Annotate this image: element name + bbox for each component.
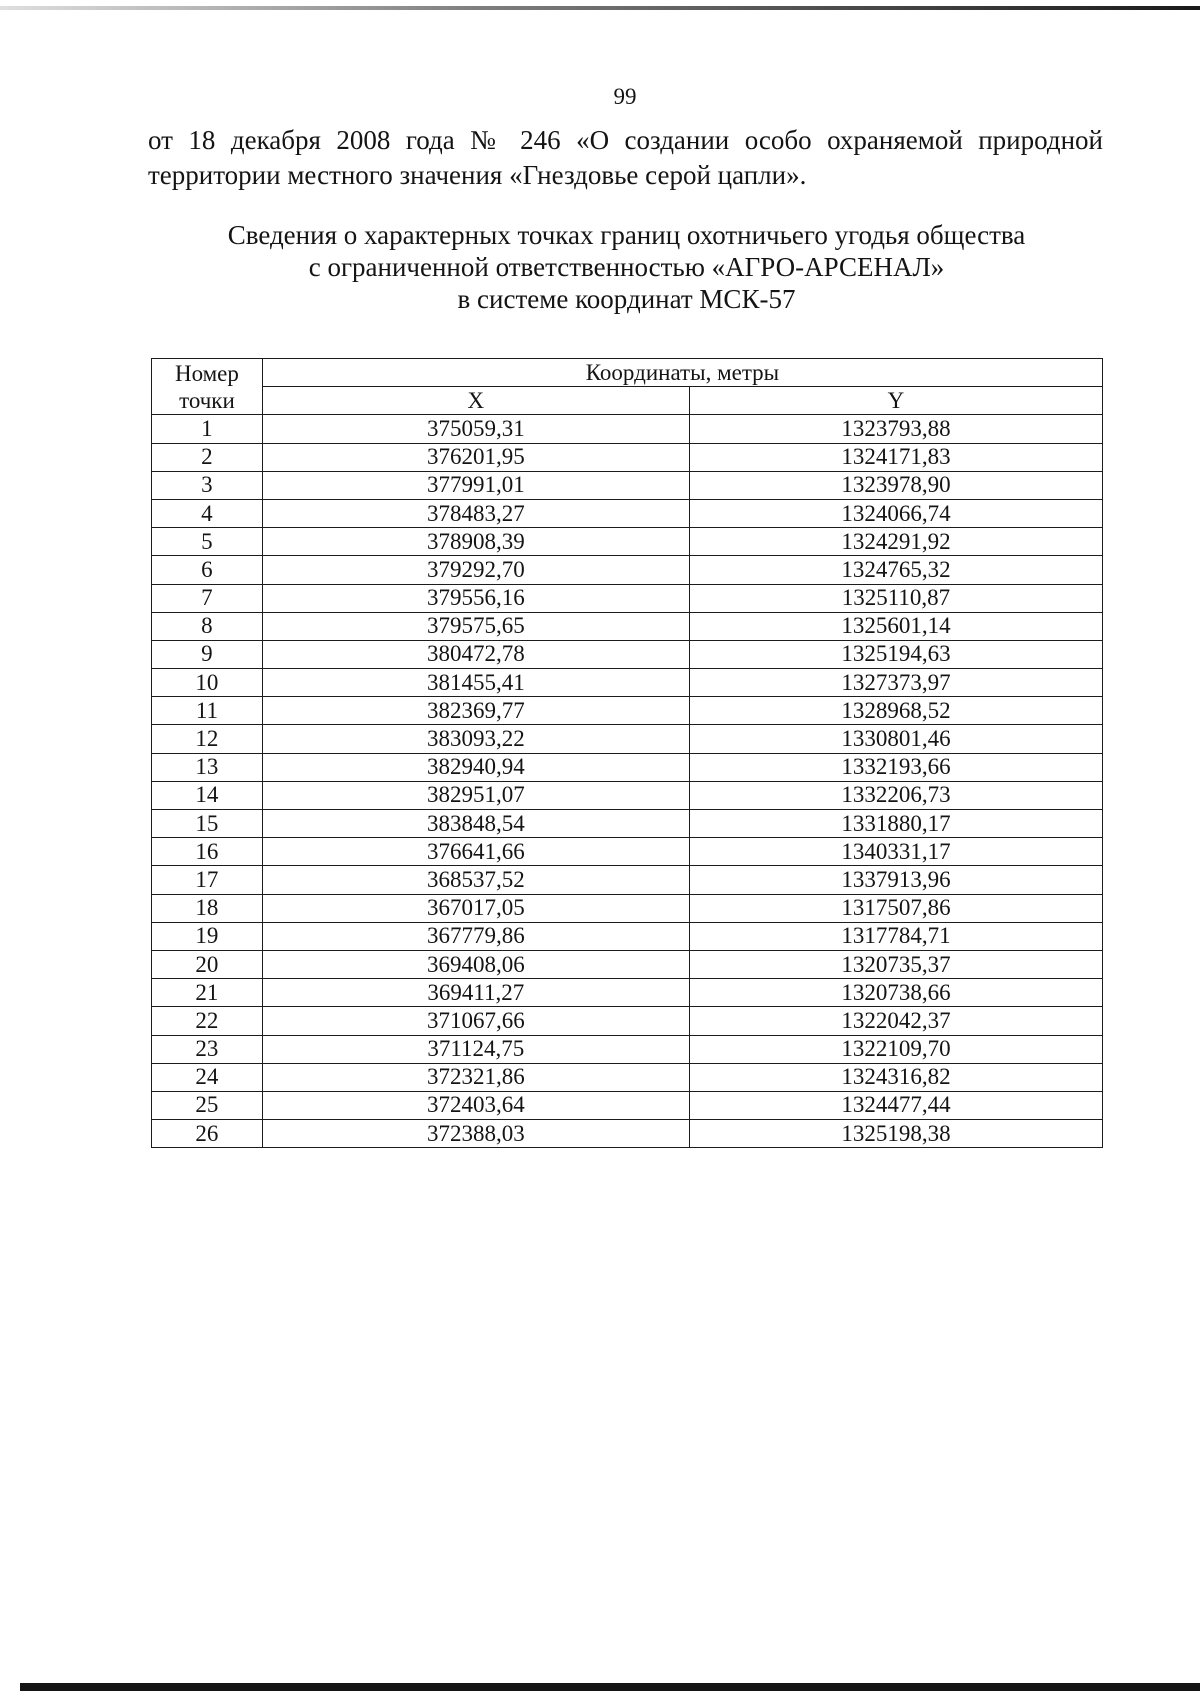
point-number-cell: 16 [152,838,263,866]
header-x: X [262,387,689,415]
table-row [152,584,1103,612]
point-number-cell: 21 [152,979,263,1007]
point-number-cell: 25 [152,1091,263,1119]
point-number-cell: 5 [152,528,263,556]
y-coordinate-cell: 1324066,74 [689,499,1102,527]
y-coordinate-cell: 1320738,66 [689,979,1102,1007]
table-row [152,471,1103,499]
x-coordinate-cell: 380472,78 [262,640,689,668]
point-number-cell: 15 [152,810,263,838]
table-heading [150,219,1103,315]
y-coordinate-cell: 1337913,96 [689,866,1102,894]
x-coordinate-cell: 369408,06 [262,950,689,978]
table-row [152,556,1103,584]
y-coordinate-cell: 1317507,86 [689,894,1102,922]
x-coordinate-cell: 378483,27 [262,499,689,527]
table-row [152,866,1103,894]
x-coordinate-cell: 379556,16 [262,584,689,612]
point-number-cell: 22 [152,1007,263,1035]
table-row [152,1035,1103,1063]
y-coordinate-cell: 1340331,17 [689,838,1102,866]
table-row [152,612,1103,640]
y-coordinate-cell: 1325194,63 [689,640,1102,668]
point-number-cell: 6 [152,556,263,584]
point-number-cell: 23 [152,1035,263,1063]
heading-line-2: с ограниченной ответственностью «АГРО-АРСЕНАЛ» [308,252,945,282]
table-row [152,810,1103,838]
header-point-number-line-1: Номер [174,360,239,386]
point-number-cell: 9 [152,640,263,668]
x-coordinate-cell: 367779,86 [262,922,689,950]
x-coordinate-cell: 367017,05 [262,894,689,922]
x-coordinate-cell: 382951,07 [262,781,689,809]
x-coordinate-cell: 376641,66 [262,838,689,866]
table-row [152,415,1103,443]
x-coordinate-cell: 382369,77 [262,697,689,725]
x-coordinate-cell: 376201,95 [262,443,689,471]
y-coordinate-cell: 1330801,46 [689,725,1102,753]
point-number-cell: 14 [152,781,263,809]
header-point-number [152,359,263,415]
x-coordinate-cell: 378908,39 [262,528,689,556]
y-coordinate-cell: 1328968,52 [689,697,1102,725]
point-number-cell: 19 [152,922,263,950]
coordinates-table [151,358,1103,1148]
y-coordinate-cell: 1320735,37 [689,950,1102,978]
table-row [152,950,1103,978]
table-row [152,697,1103,725]
table-row [152,1091,1103,1119]
x-coordinate-cell: 369411,27 [262,979,689,1007]
point-number-cell: 24 [152,1063,263,1091]
header-row-2 [152,387,1103,415]
y-coordinate-cell: 1324316,82 [689,1063,1102,1091]
y-coordinate-cell: 1331880,17 [689,810,1102,838]
point-number-cell: 11 [152,697,263,725]
table-row [152,1120,1103,1148]
y-coordinate-cell: 1323793,88 [689,415,1102,443]
table-row [152,1007,1103,1035]
y-coordinate-cell: 1332193,66 [689,753,1102,781]
y-coordinate-cell: 1324171,83 [689,443,1102,471]
scan-edge-bottom [20,1683,1200,1691]
table-row [152,669,1103,697]
y-coordinate-cell: 1325110,87 [689,584,1102,612]
y-coordinate-cell: 1322109,70 [689,1035,1102,1063]
header-row-1 [152,359,1103,387]
y-coordinate-cell: 1323978,90 [689,471,1102,499]
table-row [152,781,1103,809]
x-coordinate-cell: 372321,86 [262,1063,689,1091]
table-row [152,528,1103,556]
header-coordinates: Координаты, метры [262,359,1102,387]
y-coordinate-cell: 1324477,44 [689,1091,1102,1119]
point-number-cell: 4 [152,499,263,527]
y-coordinate-cell: 1317784,71 [689,922,1102,950]
y-coordinate-cell: 1327373,97 [689,669,1102,697]
x-coordinate-cell: 379575,65 [262,612,689,640]
table-row [152,979,1103,1007]
point-number-cell: 20 [152,950,263,978]
point-number-cell: 13 [152,753,263,781]
y-coordinate-cell: 1332206,73 [689,781,1102,809]
y-coordinate-cell: 1325198,38 [689,1120,1102,1148]
table-row [152,499,1103,527]
table-header [152,359,1103,415]
header-y: Y [689,387,1102,415]
y-coordinate-cell: 1324765,32 [689,556,1102,584]
y-coordinate-cell: 1324291,92 [689,528,1102,556]
header-point-number-line-2: точки [179,387,235,413]
x-coordinate-cell: 371124,75 [262,1035,689,1063]
x-coordinate-cell: 382940,94 [262,753,689,781]
point-number-cell: 2 [152,443,263,471]
intro-paragraph: от 18 декабря 2008 года № 246 «О создании особо охраняемой природной территории местного значения «Гнездовье серой цапли». [148,125,1103,190]
x-coordinate-cell: 368537,52 [262,866,689,894]
x-coordinate-cell: 375059,31 [262,415,689,443]
x-coordinate-cell: 372388,03 [262,1120,689,1148]
x-coordinate-cell: 377991,01 [262,471,689,499]
table-row [152,725,1103,753]
heading-line-3: в системе координат МСК-57 [457,284,796,314]
point-number-cell: 17 [152,866,263,894]
x-coordinate-cell: 371067,66 [262,1007,689,1035]
table-row [152,443,1103,471]
scan-edge-top [0,6,1200,10]
point-number-cell: 3 [152,471,263,499]
table-row [152,922,1103,950]
table-row [152,753,1103,781]
point-number-cell: 8 [152,612,263,640]
x-coordinate-cell: 381455,41 [262,669,689,697]
point-number-cell: 10 [152,669,263,697]
heading-line-1: Сведения о характерных точках границ охотничьего угодья общества [227,220,1026,250]
x-coordinate-cell: 379292,70 [262,556,689,584]
point-number-cell: 1 [152,415,263,443]
table-row [152,894,1103,922]
table-body [152,415,1103,1148]
point-number-cell: 7 [152,584,263,612]
table-row [152,838,1103,866]
page-number: 99 [613,84,637,109]
table-row [152,1063,1103,1091]
y-coordinate-cell: 1322042,37 [689,1007,1102,1035]
y-coordinate-cell: 1325601,14 [689,612,1102,640]
x-coordinate-cell: 383093,22 [262,725,689,753]
x-coordinate-cell: 383848,54 [262,810,689,838]
table-row [152,640,1103,668]
point-number-cell: 18 [152,894,263,922]
x-coordinate-cell: 372403,64 [262,1091,689,1119]
point-number-cell: 12 [152,725,263,753]
point-number-cell: 26 [152,1120,263,1148]
